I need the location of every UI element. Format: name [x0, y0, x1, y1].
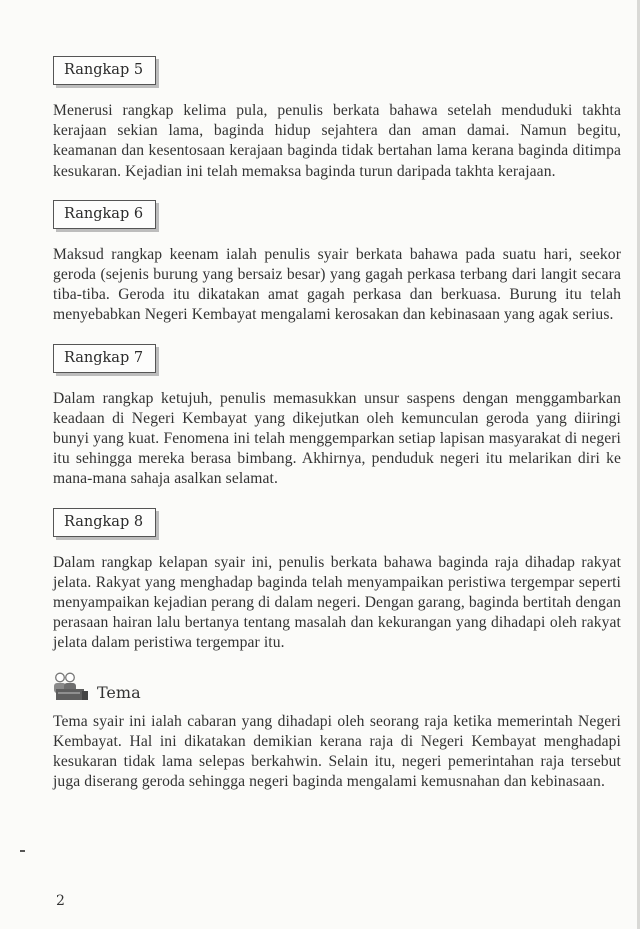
- tema-title: Tema: [97, 682, 141, 702]
- section-paragraph: Maksud rangkap keenam ialah penulis syair berkata bahawa pada suatu hari, seekor geroda (sejenis burung yang bersaiz besar) yang gagah perkasa terbang dari langit secara tiba-tiba. Geroda itu dikatakan amat gagah perkasa dan berkuasa. Burung itu telah menyebabkan Negeri Kembayat mengalami kerosakan dan kebinasaan yang agak serius.: [53, 245, 621, 324]
- section-paragraph: Dalam rangkap kelapan syair ini, penulis berkata bahawa baginda raja dihadap rakyat jelata. Rakyat yang menghadap baginda telah menyampaikan peristiwa tergempar seperti menyampaikan kejadian perang di dalam negeri. Dengan garang, baginda bertitah dengan perasaan hairan lalu bertanya tentang masalah dan kekurangan yang dihadapi oleh rakyat jelata dalam peristiwa tergempar itu.: [53, 553, 621, 652]
- section-paragraph: Dalam rangkap ketujuh, penulis memasukkan unsur saspens dengan menggambarkan keadaan di Negeri Kembayat yang dikejutkan oleh kemunculan geroda yang diiringi bunyi yang kuat. Fenomena ini telah menggemparkan setiap lapisan masyarakat di negeri itu sehingga mereka berasa bimbang. Akhirnya, penduduk negeri itu melarikan diri ke mana-mana sahaja asalkan selamat.: [53, 389, 621, 488]
- section-heading: Rangkap 6: [53, 200, 156, 229]
- people-discussion-icon: [53, 672, 89, 702]
- page-number: 2: [56, 893, 65, 909]
- stray-ink-mark: [20, 850, 25, 852]
- section-rangkap-6: [53, 200, 621, 326]
- tema-paragraph: Tema syair ini ialah cabaran yang dihadapi oleh seorang raja ketika memerintah Negeri Kembayat. Hal ini dikatakan demikian kerana raja di Negeri Kembayat menghadapi kesukaran tidak lama selepas berkahwin. Selain itu, negeri pemerintahan raja tersebut juga diserang geroda sehingga negeri baginda mengalami kemusnahan dan kebinasaan.: [53, 712, 621, 791]
- section-tema: [53, 672, 621, 793]
- section-paragraph: Menerusi rangkap kelima pula, penulis berkata bahawa setelah menduduki takhta kerajaan sekian lama, baginda hidup sejahtera dan aman damai. Namun begitu, keamanan dan kesentosaan kerajaan baginda tidak bertahan lama kerana baginda ditimpa kesukaran. Kejadian ini telah memaksa baginda turun daripada takhta kerajaan.: [53, 102, 621, 180]
- tema-heading: [53, 672, 621, 702]
- section-rangkap-7: [53, 344, 621, 490]
- section-heading: Rangkap 8: [53, 508, 156, 537]
- page-content: [53, 56, 621, 810]
- section-heading: Rangkap 5: [53, 56, 156, 85]
- section-heading: Rangkap 7: [53, 344, 156, 373]
- section-rangkap-5: [53, 56, 621, 182]
- section-rangkap-8: [53, 508, 621, 654]
